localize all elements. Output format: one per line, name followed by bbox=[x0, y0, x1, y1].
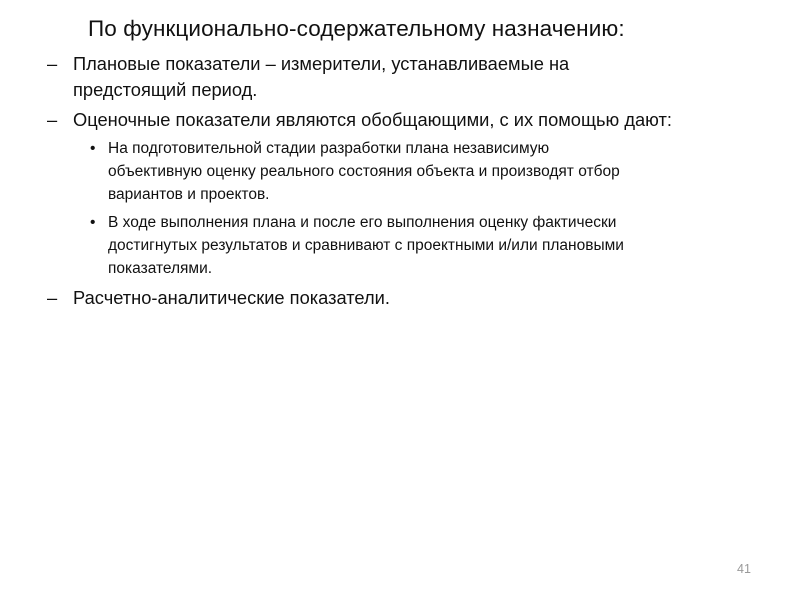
sub-item-text-line: вариантов и проектов. bbox=[108, 186, 270, 203]
list-item-text-line: Плановые показатели – измерители, устанавливаемые на bbox=[73, 53, 570, 74]
list-item-text: Расчетно-аналитические показатели. bbox=[73, 287, 390, 308]
dash-marker: – bbox=[47, 53, 58, 74]
dash-marker: – bbox=[47, 287, 58, 308]
sub-item-execution-stage bbox=[0, 211, 800, 280]
sub-item-text-line: достигнутых результатов и сравнивают с проектными и/или плановыми bbox=[108, 237, 624, 254]
bullet-marker: • bbox=[90, 140, 96, 157]
sub-item-text-line: объективную оценку реального состояния объекта и производят отбор bbox=[108, 163, 620, 180]
list-item-planned-indicators bbox=[0, 51, 800, 103]
page-number: 41 bbox=[737, 562, 751, 576]
list-item-evaluative-indicators bbox=[0, 107, 800, 133]
sub-item-preparatory-stage bbox=[0, 137, 800, 206]
sub-item-text-line: показателями. bbox=[108, 260, 213, 277]
sub-item-text-line: В ходе выполнения плана и после его выполнения оценку фактически bbox=[108, 214, 617, 231]
bullet-marker: • bbox=[90, 214, 96, 231]
slide-content bbox=[0, 51, 800, 315]
list-item-analytical-indicators bbox=[0, 285, 800, 311]
slide-title: По функционально-содержательному назначению: bbox=[88, 16, 625, 41]
list-item-text-line: предстоящий период. bbox=[73, 79, 258, 100]
sub-item-text-line: На подготовительной стадии разработки плана независимую bbox=[108, 140, 550, 157]
dash-marker: – bbox=[47, 109, 58, 130]
list-item-text: Оценочные показатели являются обобщающими, с их помощью дают: bbox=[73, 109, 672, 130]
